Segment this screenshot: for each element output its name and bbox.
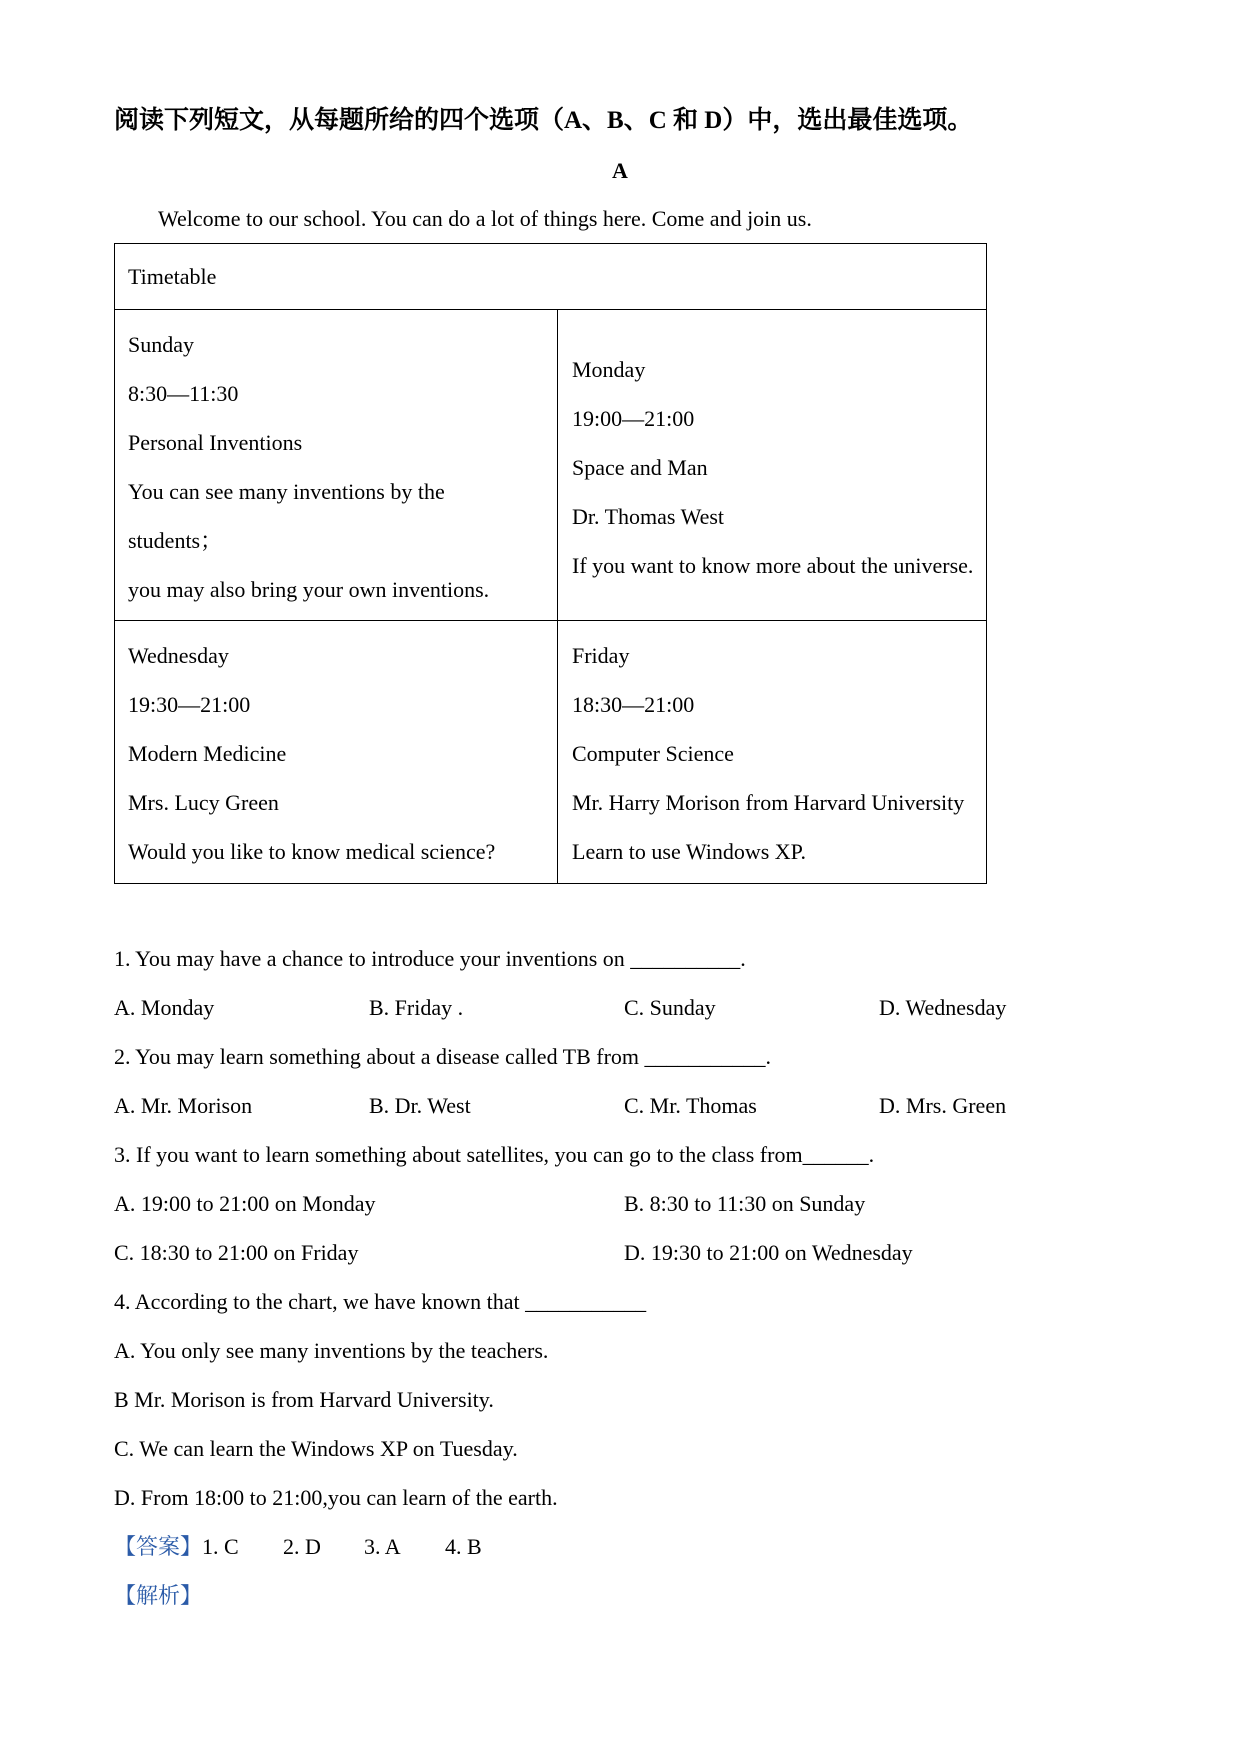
option-b: B. Dr. West	[369, 1093, 471, 1118]
cell-note: Would you like to know medical science?	[128, 839, 496, 864]
answer-item: 3. A	[364, 1534, 401, 1559]
cell-speaker: Mrs. Lucy Green	[128, 790, 279, 815]
cell-description-line: students；	[128, 528, 223, 553]
cell-description-line: You can see many inventions by the	[128, 479, 445, 504]
cell-speaker: Dr. Thomas West	[572, 503, 725, 529]
answer-item: 2. D	[283, 1534, 321, 1559]
cell-day: Sunday	[128, 332, 194, 357]
passage-intro: Welcome to our school. You can do a lot of things here. Come and join us.	[158, 206, 812, 231]
cell-topic: Space and Man	[572, 454, 708, 480]
question-options	[114, 1179, 1126, 1228]
analysis-row	[114, 1571, 1126, 1620]
cell-topic: Personal Inventions	[128, 430, 303, 455]
cell-speaker: Mr. Harry Morison from Harvard University	[572, 790, 965, 815]
option-a: A. 19:00 to 21:00 on Monday	[114, 1191, 376, 1216]
timetable-cell-monday	[558, 310, 987, 621]
cell-time: 18:30—21:00	[572, 692, 695, 717]
passage-label: A	[612, 158, 628, 183]
option-b: B. Friday .	[369, 995, 464, 1020]
answer-item: 4. B	[445, 1534, 482, 1559]
cell-topic: Modern Medicine	[128, 741, 287, 766]
cell-note: If you want to know more about the universe.	[572, 552, 974, 578]
timetable-cell-wednesday	[115, 621, 558, 884]
timetable-row	[115, 621, 987, 884]
question-stem: 1. You may have a chance to introduce your inventions on __________.	[114, 946, 746, 971]
timetable-title-row	[115, 244, 987, 310]
option-c: C. 18:30 to 21:00 on Friday	[114, 1240, 359, 1265]
answer-label: 【答案】	[114, 1534, 203, 1559]
option-c: C. We can learn the Windows XP on Tuesday.	[114, 1436, 518, 1461]
option-a: A. Monday	[114, 995, 215, 1020]
option-d: D. 19:30 to 21:00 on Wednesday	[624, 1240, 913, 1265]
option-a: A. Mr. Morison	[114, 1093, 253, 1118]
questions-section	[114, 934, 1126, 1620]
cell-day: Friday	[572, 643, 630, 668]
question-stem: 2. You may learn something about a disease called TB from ___________.	[114, 1044, 772, 1069]
timetable-cell-sunday	[115, 310, 558, 621]
option-d: D. Mrs. Green	[879, 1093, 1007, 1118]
option-c: C. Sunday	[624, 995, 716, 1020]
cell-note: Learn to use Windows XP.	[572, 839, 806, 864]
timetable-row	[115, 310, 987, 621]
option-c: C. Mr. Thomas	[624, 1093, 757, 1118]
cell-time: 19:00—21:00	[572, 405, 695, 431]
option-b: B. 8:30 to 11:30 on Sunday	[624, 1191, 866, 1216]
cell-topic: Computer Science	[572, 741, 734, 766]
cell-day: Monday	[572, 356, 646, 382]
timetable-cell-friday	[558, 621, 987, 884]
option-d: D. From 18:00 to 21:00,you can learn of the earth.	[114, 1485, 558, 1510]
timetable-title: Timetable	[115, 244, 987, 310]
cell-time: 8:30—11:30	[128, 381, 239, 406]
option-b: B Mr. Morison is from Harvard University.	[114, 1387, 494, 1412]
option-d: D. Wednesday	[879, 995, 1007, 1020]
cell-time: 19:30—21:00	[128, 692, 251, 717]
instruction-heading: 阅读下列短文，从每题所给的四个选项（A、B、C 和 D）中，选出最佳选项。	[114, 107, 973, 134]
question-options	[114, 1081, 1126, 1130]
answer-item: 1. C	[202, 1534, 239, 1559]
timetable	[114, 243, 987, 884]
answer-row	[114, 1522, 1126, 1571]
question-stem: 4. According to the chart, we have known that ___________	[114, 1289, 647, 1314]
question-options	[114, 1228, 1126, 1277]
question-options	[114, 983, 1126, 1032]
cell-description-line: you may also bring your own inventions.	[128, 577, 490, 602]
analysis-label: 【解析】	[114, 1583, 203, 1608]
cell-day: Wednesday	[128, 643, 229, 668]
question-stem: 3. If you want to learn something about satellites, you can go to the class from______.	[114, 1142, 875, 1167]
option-a: A. You only see many inventions by the teachers.	[114, 1338, 549, 1363]
